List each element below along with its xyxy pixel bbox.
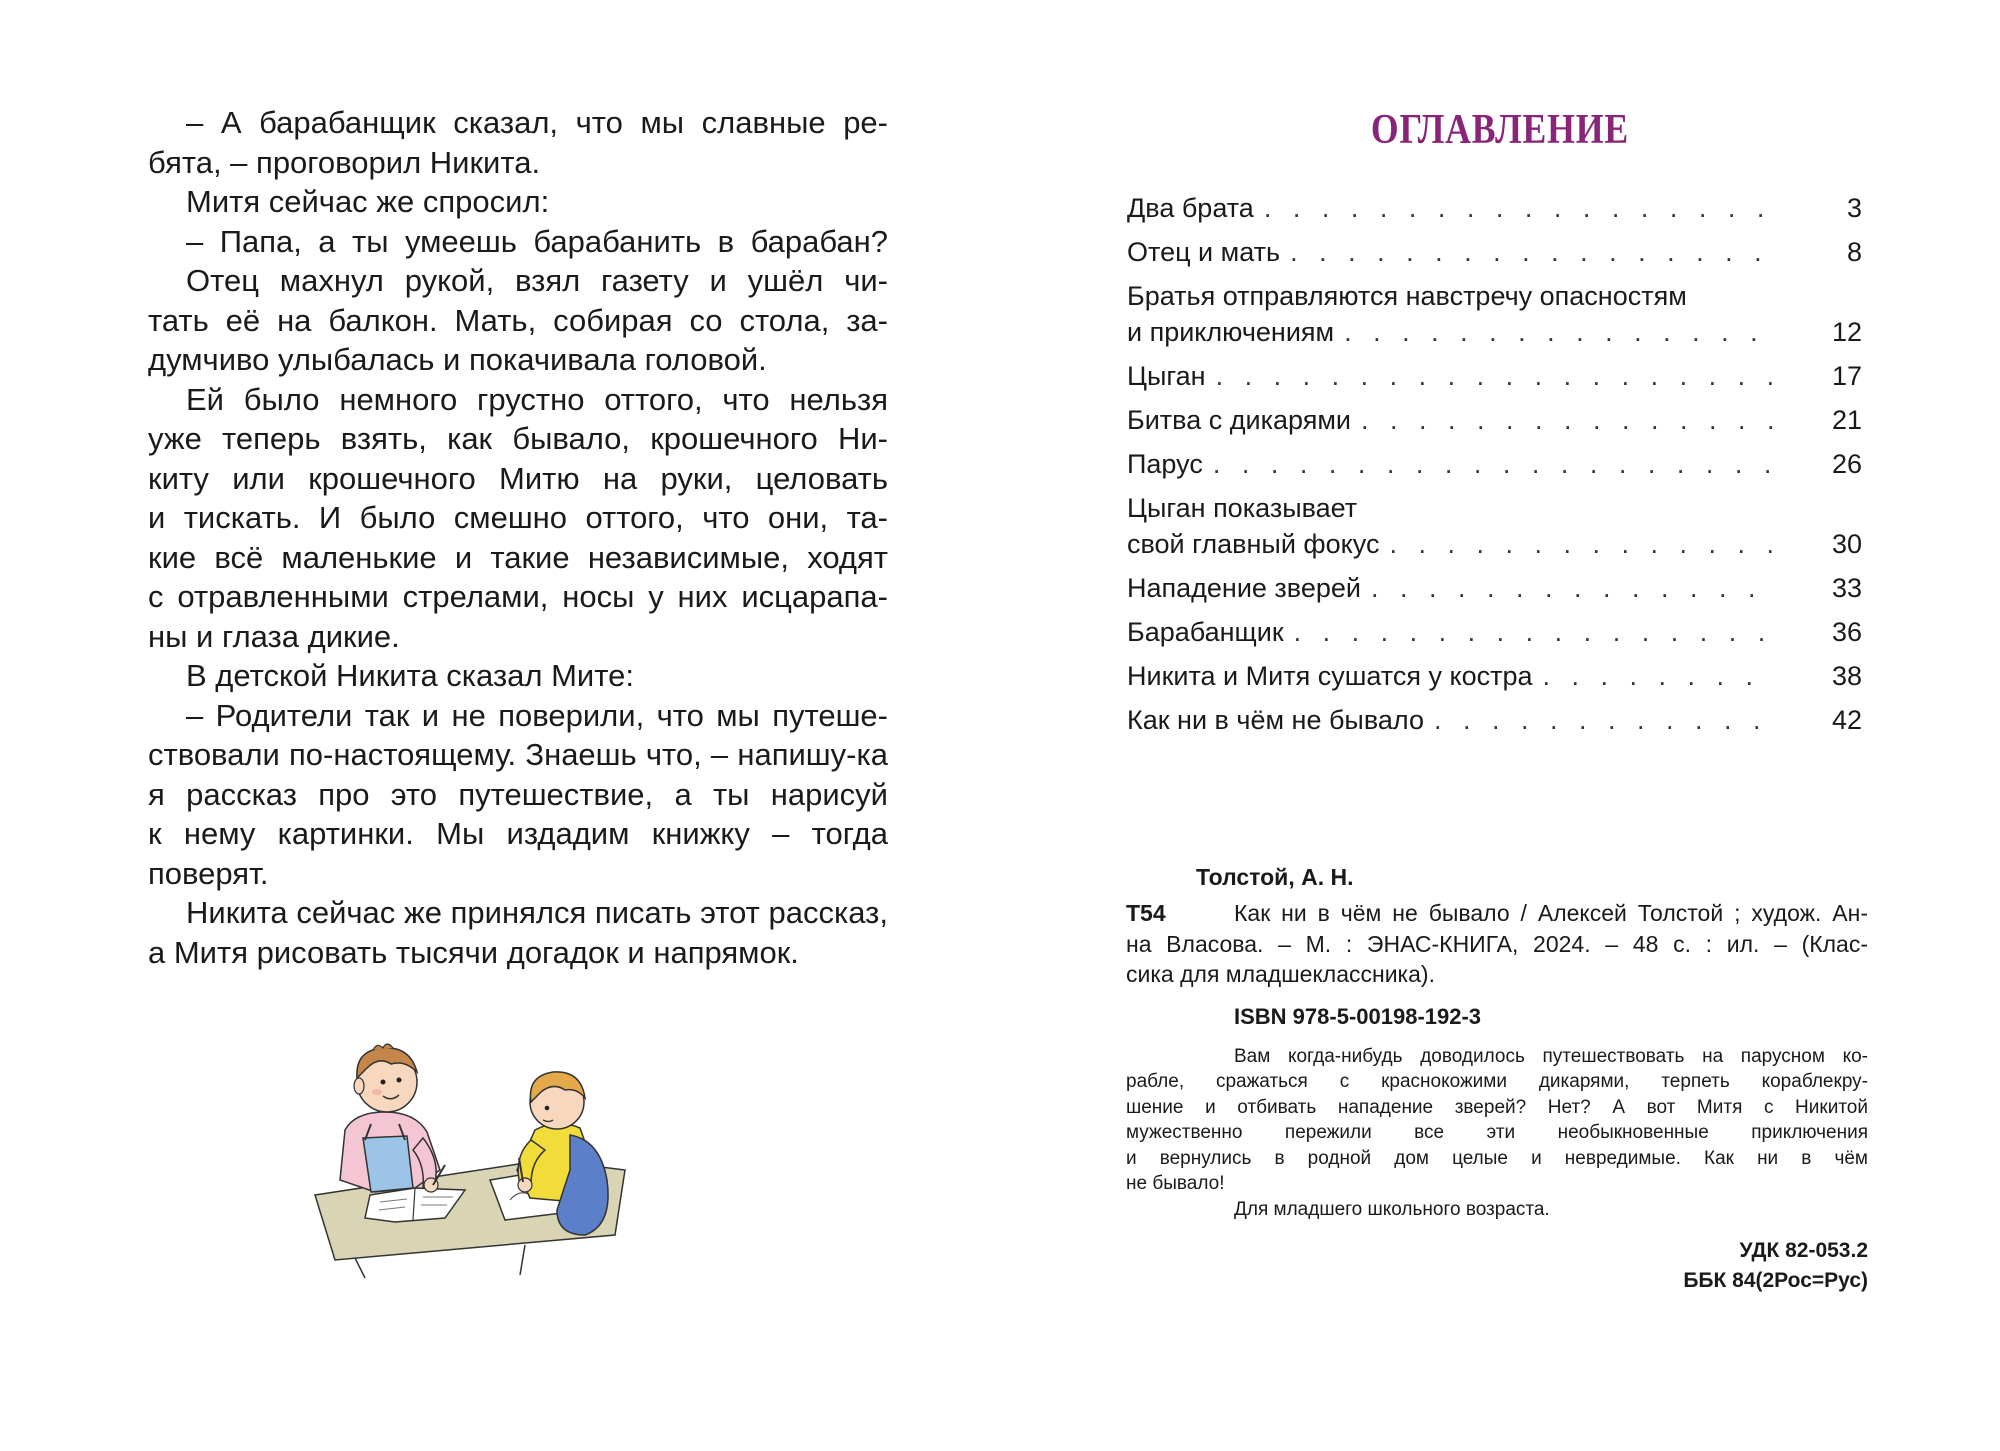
toc-entry-title: Никита и Митя сушатся у костра <box>1127 661 1533 691</box>
toc-entry-title: Барабанщик <box>1127 617 1284 647</box>
annotation-line: Вам когда-нибудь доводилось путешествовать на парусном ко- <box>1234 1045 1868 1067</box>
toc-entry-title: Отец и мать <box>1127 237 1281 267</box>
classification-codes <box>1126 1236 1868 1296</box>
toc-leader-dots <box>1389 526 1774 562</box>
toc-entry-title: Битва с дикарями <box>1127 405 1351 435</box>
toc-entry <box>1127 570 1862 606</box>
annotation-line: рабле, сражаться с краснокожими дикарями, терпеть кораблекру- <box>1126 1071 1868 1092</box>
story-line: а Митя рисовать тысячи догадок и напрямок. <box>148 934 799 970</box>
story-line: Митя сейчас же спросил: <box>186 184 550 219</box>
story-line: Отец махнул рукой, взял газету и ушёл чи- <box>186 263 888 298</box>
toc-entry-title-first-line: Братья отправляются навстречу опасностям <box>1127 281 1687 311</box>
toc-entry-page: 26 <box>1831 449 1862 479</box>
toc-entry-page: 38 <box>1831 661 1862 691</box>
toc-entry <box>1127 278 1862 350</box>
biblio-description-line: на Власова. – М. : ЭНАС-КНИГА, 2024. – 48 с. : ил. – (Клас- <box>1126 930 1868 957</box>
biblio-isbn: ISBN 978-5-00198-192-3 <box>1234 1003 1482 1029</box>
story-line: – А барабанщик сказал, что мы славные ре- <box>186 105 888 140</box>
toc-entry-page: 12 <box>1831 317 1862 347</box>
toc-leader-dots <box>1434 702 1774 738</box>
story-line: уже теперь взять, как бывало, крошечного Ни- <box>148 421 888 456</box>
story-line: – Папа, а ты умеешь барабанить в барабан? <box>186 223 888 259</box>
biblio-description-line: сика для младшеклассника). <box>1126 961 1435 987</box>
toc-entry <box>1127 190 1862 226</box>
biblio-description-line: Как ни в чём не бывало / Алексей Толстой ; худож. Ан- <box>1234 900 1868 926</box>
toc-entry <box>1127 446 1862 482</box>
story-line: думчиво улыбалась и покачивала головой. <box>148 342 767 377</box>
toc-entry <box>1127 358 1862 394</box>
toc-entry-page: 17 <box>1831 361 1862 391</box>
story-line: ствовали по-настоящему. Знаешь что, – напишу-ка <box>148 737 888 772</box>
toc-entry-page: 21 <box>1831 405 1862 435</box>
story-line: – Родители так и не поверили, что мы путеше- <box>186 697 888 733</box>
toc-entry <box>1127 490 1862 562</box>
toc-leader-dots <box>1371 570 1774 606</box>
story-line: к нему картинки. Мы издадим книжку – тогда <box>148 816 888 851</box>
toc-leader-dots <box>1294 614 1774 650</box>
story-line: поверят. <box>148 855 269 891</box>
story-line: ны и глаза дикие. <box>148 618 400 654</box>
toc-entry-title: Цыган <box>1127 361 1206 391</box>
toc-entry <box>1127 702 1862 738</box>
story-line: кие всё маленькие и такие независимые, ходят <box>148 539 888 575</box>
annotation-line: не бывало! <box>1126 1173 1225 1194</box>
toc-leader-dots <box>1264 190 1774 226</box>
story-line: бята, – проговорил Никита. <box>148 144 541 180</box>
story-line: киту или крошечного Митю на руки, целовать <box>148 460 888 496</box>
toc-leader-dots <box>1344 314 1774 350</box>
story-line: тать её на балкон. Мать, собирая со стола, за- <box>148 302 888 338</box>
story-line: Ей было немного грустно оттого, что нельзя <box>186 381 888 417</box>
toc-entry-title: Два брата <box>1127 193 1254 223</box>
toc-entry-page: 30 <box>1831 529 1862 559</box>
annotation-line: Для младшего школьного возраста. <box>1234 1198 1550 1220</box>
toc-entry-title-first-line: Цыган показывает <box>1127 493 1358 523</box>
biblio-author-code: Т54 <box>1126 900 1166 926</box>
biblio-bbk: ББК 84(2Рос=Рус) <box>1683 1269 1868 1292</box>
toc-entry-page: 8 <box>1846 237 1862 267</box>
toc-leader-dots <box>1361 402 1774 438</box>
story-page <box>148 103 888 972</box>
biblio-annotation <box>1126 1044 1868 1223</box>
toc-title: ОГЛАВЛЕНИЕ <box>1370 107 1630 153</box>
toc-entry-title: свой главный фокус <box>1127 529 1380 559</box>
toc-leader-dots <box>1213 446 1774 482</box>
annotation-line: мужественно пережили все эти необыкновенные приключения <box>1126 1122 1868 1143</box>
biblio-udk: УДК 82-053.2 <box>1739 1239 1868 1262</box>
toc-entry <box>1127 658 1862 694</box>
story-line: В детской Никита сказал Мите: <box>186 658 634 693</box>
toc-entry-title: и приключениям <box>1127 317 1335 347</box>
annotation-line: и вернулись в родной дом целые и невредимые. Как ни в чём <box>1126 1147 1868 1169</box>
toc-leader-dots <box>1216 358 1774 394</box>
toc-entry-page: 33 <box>1831 573 1862 603</box>
toc-entry-page: 36 <box>1831 617 1862 647</box>
toc-entry <box>1127 234 1862 270</box>
toc-leader-dots <box>1290 234 1774 270</box>
story-line: и тискать. И было смешно оттого, что они, та- <box>148 500 888 535</box>
toc-entry-title: Парус <box>1127 449 1203 479</box>
toc-entry <box>1127 402 1862 438</box>
toc-entry <box>1127 614 1862 650</box>
bibliographic-record <box>1126 862 1868 1296</box>
story-line: Никита сейчас же принялся писать этот рассказ, <box>186 895 888 930</box>
story-line: я рассказ про это путешествие, а ты нарисуй <box>148 776 888 812</box>
toc-entry-title: Нападение зверей <box>1127 573 1361 603</box>
toc-entry-page: 42 <box>1831 705 1862 735</box>
annotation-line: шение и отбивать нападение зверей? Нет? А вот Митя с Никитой <box>1126 1096 1868 1118</box>
story-line: с отравленными стрелами, носы у них исцарапа- <box>148 579 888 614</box>
table-of-contents <box>1127 190 1862 746</box>
toc-entry-title: Как ни в чём не бывало <box>1127 705 1424 735</box>
toc-entry-page: 3 <box>1846 193 1862 223</box>
two-boys-drawing-illustration <box>295 1020 705 1280</box>
toc-leader-dots <box>1543 658 1774 694</box>
biblio-author: Толстой, А. Н. <box>1196 864 1354 890</box>
